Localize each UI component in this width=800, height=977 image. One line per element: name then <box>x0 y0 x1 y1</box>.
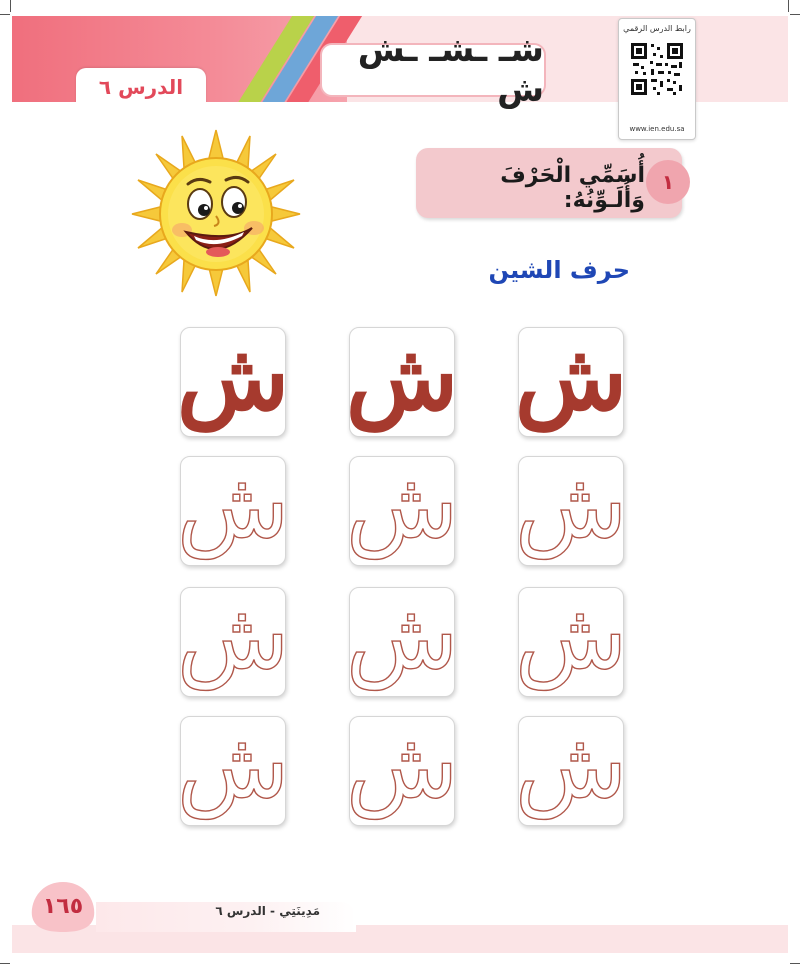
smiling-sun-icon <box>130 128 302 298</box>
lesson-label: الدرس ٦ <box>98 75 184 99</box>
letter-glyph: ش <box>176 712 290 819</box>
instruction-text: أُسَمِّي الْحَرْفَ وَأُلَـوِّنُهُ: <box>500 163 645 213</box>
letter-glyph: ش <box>514 583 628 690</box>
letter-glyph: ش <box>514 712 628 819</box>
letter-glyph: ش <box>345 452 459 559</box>
letter-card-solid[interactable] <box>345 323 459 437</box>
letter-card-outline[interactable] <box>176 452 290 566</box>
letter-glyph: ش <box>345 323 459 431</box>
title-letters: شـ ـشـ ـش ش <box>357 30 544 110</box>
letter-card-outline[interactable] <box>514 712 628 826</box>
letter-glyph: ش <box>176 323 290 431</box>
crop-mark <box>0 963 10 964</box>
crop-mark <box>10 0 11 12</box>
letter-glyph: ش <box>176 452 290 559</box>
qr-link-card[interactable] <box>618 18 696 140</box>
letter-glyph: ش <box>514 323 628 431</box>
lesson-tag <box>76 68 206 102</box>
letter-glyph: ش <box>514 452 628 559</box>
instruction-number: ١ <box>646 160 690 204</box>
letter-glyph: ش <box>176 583 290 690</box>
crop-mark <box>0 14 10 15</box>
letter-card-outline[interactable] <box>176 712 290 826</box>
letter-glyph: ش <box>345 583 459 690</box>
letter-card-outline[interactable] <box>345 452 459 566</box>
page-number: ١٦٥ <box>42 893 84 919</box>
letter-card-outline[interactable] <box>176 583 290 697</box>
letter-card-solid[interactable] <box>514 323 628 437</box>
qr-label: رابط الدرس الرقمي <box>623 24 691 33</box>
letter-name: حرف الشين <box>488 256 630 284</box>
page-title <box>320 30 546 110</box>
letter-glyph: ش <box>345 712 459 819</box>
qr-code-icon[interactable] <box>629 41 685 97</box>
letter-card-solid[interactable] <box>176 323 290 437</box>
letter-card-outline[interactable] <box>345 583 459 697</box>
footer-text: مَدِينَتِي - الدرس ٦ <box>215 904 320 918</box>
qr-url[interactable]: www.ien.edu.sa <box>629 125 685 133</box>
letter-card-outline[interactable] <box>514 452 628 566</box>
letter-card-outline[interactable] <box>514 583 628 697</box>
letter-card-outline[interactable] <box>345 712 459 826</box>
crop-mark <box>790 14 800 15</box>
crop-mark <box>790 963 800 964</box>
crop-mark <box>788 0 789 12</box>
